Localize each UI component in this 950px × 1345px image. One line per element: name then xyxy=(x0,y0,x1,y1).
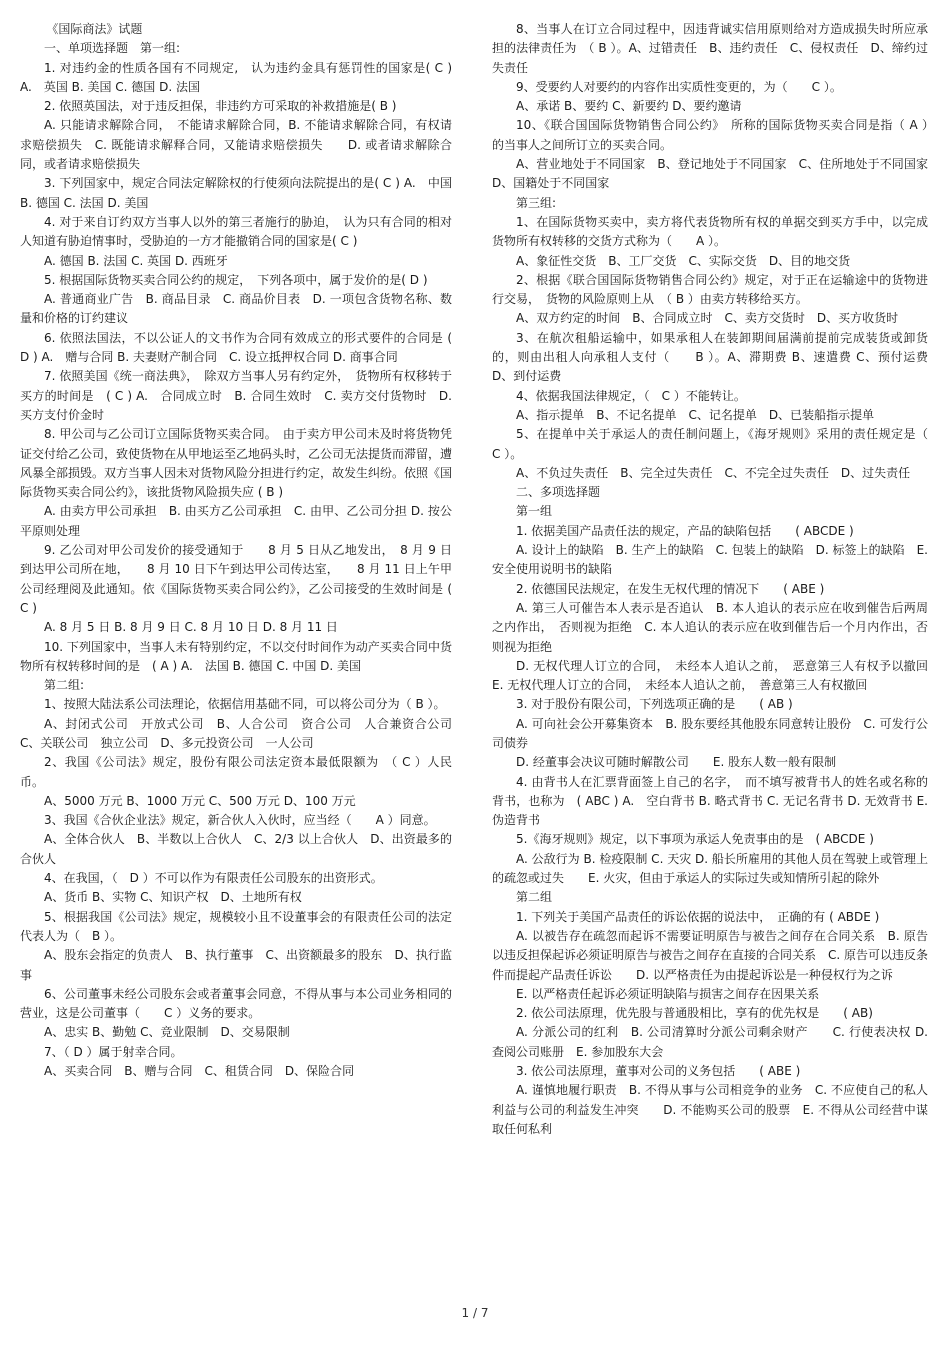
paragraph: D. 无权代理人订立的合同， 未经本人追认之前， 恶意第三人有权予以撤回 E. 无权代理人订立的合同， 未经本人追认之前， 善意第三人有权撤回 xyxy=(492,658,941,693)
paragraph: 3、我国《合伙企业法》规定，新合伙人入伙时，应当经（ A ）同意。 xyxy=(44,813,436,828)
paragraph: 10. 下列国家中，当事人未有特别约定，不以交付时间作为动产买卖合同中货物所有权转移时间的是 ( A ) A. 法国 B. 德国 C. 中国 D. 美国 xyxy=(20,639,452,673)
paragraph: 第二组 xyxy=(516,890,553,905)
paragraph: 1. 下列关于美国产品责任的诉讼依据的说法中， 正确的有 ( ABDE ) xyxy=(516,909,880,924)
paragraph: A、货币 B、实物 C、知识产权 D、土地所有权 xyxy=(44,890,302,905)
paragraph: E. 以严格责任起诉必须证明缺陷与损害之间存在因果关系 xyxy=(516,986,820,1001)
paragraph: 1. 依据美国产品责任法的规定，产品的缺陷包括 ( ABCDE ) xyxy=(516,523,854,538)
paragraph: A、5000 万元 B、1000 万元 C、500 万元 D、100 万元 xyxy=(44,793,356,808)
paragraph: 3. 依公司法原理，董事对公司的义务包括 ( ABE ) xyxy=(516,1064,801,1079)
paragraph: A. 普通商业广告 B. 商品目录 C. 商品价目表 D. 一项包含货物名称、数量和价格的订约建议 xyxy=(20,292,452,326)
paragraph: 5、在提单中关于承运人的责任制问题上，《海牙规则》采用的责任规定是（ C ）。 xyxy=(492,427,941,461)
paragraph: 2. 依公司法原理，优先股与普通股相比，享有的优先权是 ( AB) xyxy=(516,1006,873,1021)
paragraph: 4、依据我国法律规定，（ C ）不能转让。 xyxy=(516,388,746,403)
paragraph: A. 只能请求解除合同， 不能请求解除合同，B. 不能请求解除合同，有权请求赔偿损失 C. 既能请求解释合同，又能请求赔偿损失 D. 或者请求解除合同，或者请求赔偿损失 xyxy=(20,118,452,172)
paragraph: 1、按照大陆法系公司法理论，依据信用基础不同，可以将公司分为（ B ）。 xyxy=(44,697,446,712)
paragraph: A、买卖合同 B、赠与合同 C、租赁合同 D、保险合同 xyxy=(44,1064,355,1079)
paragraph: 2、我国《公司法》规定，股份有限公司法定资本最低限额为 （ C ）人民币。 xyxy=(20,755,452,789)
paragraph: A. 设计上的缺陷 B. 生产上的缺陷 C. 包装上的缺陷 D. 标签上的缺陷 E. 安全使用说明书的缺陷 xyxy=(492,543,928,577)
paragraph: 二、多项选择题 xyxy=(516,485,601,500)
paragraph: 第三组: xyxy=(516,195,557,210)
paragraph: A. 第三人可催告本人表示是否追认 B. 本人追认的表示应在收到催告后两周之内作出， 否则视为拒绝 C. 本人追认的表示应在收到催告后一个月内作出，否则视为拒绝 xyxy=(492,600,928,654)
paragraph: 《国际商法》试题 xyxy=(46,22,143,36)
paragraph: A、营业地处于不同国家 B、登记地处于不同国家 C、住所地处于不同国家 D、国籍处于不同国家 xyxy=(492,157,941,191)
paragraph: A. 8 月 5 日 B. 8 月 9 日 C. 8 月 10 日 D. 8 月 11 日 xyxy=(44,620,338,635)
paragraph: A. 分派公司的红利 B. 公司清算时分派公司剩余财产 C. 行使表决权 D. 查阅公司账册 E. 参加股东大会 xyxy=(492,1025,928,1059)
paragraph: 7、（ D ）属于射幸合同。 xyxy=(44,1044,183,1059)
paragraph: A、封闭式公司 开放式公司 B、人合公司 资合公司 人合兼资合公司 C、关联公司 独立公司 D、多元投资公司 一人公司 xyxy=(20,716,465,750)
paragraph: 4. 由背书人在汇票背面签上自己的名字， 而不填写被背书人的姓名或名称的背书，也称为 ( ABC ) A. 空白背书 B. 略式背书 C. 无记名背书 D. 无效背书 E. 伪造背书 xyxy=(492,774,928,828)
paragraph: 3、在航次租船运输中，如果承租人在装卸期间届满前提前完成装货或卸货的，则由出租人向承租人支付（ B ）。A、滞期费 B、速遣费 C、预付运费 D、到付运费 xyxy=(492,330,941,384)
paragraph: 第一组 xyxy=(516,504,553,519)
paragraph: 4、在我国，（ D ）不可以作为有限责任公司股东的出资形式。 xyxy=(44,871,383,886)
paragraph: 3. 下列国家中，规定合同法定解除权的行使须向法院提出的是( C ) A. 中国 B. 德国 C. 法国 D. 美国 xyxy=(20,176,452,210)
paragraph: 2、根据《联合国国际货物销售合同公约》规定，对于正在运输途中的货物进行交易， 货物的风险原则上从 （ B ）由卖方转移给买方。 xyxy=(492,272,928,307)
paragraph: 第二组: xyxy=(44,678,85,693)
paragraph: A、忠实 B、勤勉 C、竞业限制 D、交易限制 xyxy=(44,1025,290,1040)
paragraph: A. 可向社会公开募集资本 B. 股东要经其他股东同意转让股份 C. 可发行公司债券 xyxy=(492,716,928,750)
paragraph: 7. 依照美国《统一商法典》， 除双方当事人另有约定外， 货物所有权移转于买方的时间是 ( C ) A. 合同成立时 B. 合同生效时 C. 卖方交付货物时 D. 买方支付价金时 xyxy=(20,369,452,422)
paragraph: A、股东会指定的负责人 B、执行董事 C、出资额最多的股东 D、执行监事 xyxy=(20,948,452,982)
paragraph: 1. 对违约金的性质各国有不同规定, 认为违约金具有惩罚性的国家是( C ) A. 英国 B. 美国 C. 德国 D. 法国 xyxy=(20,60,452,94)
paragraph: 9. 乙公司对甲公司发价的接受通知于 8 月 5 日从乙地发出， 8 月 9 日到达甲公司所在地， 8 月 10 日下午到达甲公司传达室， 8 月 11 日上午甲公司经理阅及此通知。依《国际货物买卖合同公约》，乙公司接受的生效时间是 ( C ) xyxy=(20,543,452,615)
paragraph: 4. 对于来自订约双方当事人以外的第三者施行的胁迫， 认为只有合同的相对人知道有胁迫情事时，受胁迫的一方才能撤销合同的国家是( C ) xyxy=(20,214,452,249)
paragraph: 5.《海牙规则》规定，以下事项为承运人免责事由的是 ( ABCDE ) xyxy=(516,832,874,847)
paragraph: 2. 依照英国法，对于违反担保，非违约方可采取的补救措施是( B ) xyxy=(44,99,397,114)
paragraph: 6. 依照法国法，不以公证人的文书作为合同有效成立的形式要件的合同是 ( D ) A. 赠与合同 B. 夫妻财产制合同 C. 设立抵押权合同 D. 商事合同 xyxy=(20,330,452,365)
paragraph: 2. 依德国民法规定，在发生无权代理的情况下 ( ABE ) xyxy=(516,581,825,596)
paragraph: A、指示提单 B、不记名提单 C、记名提单 D、已装船指示提单 xyxy=(516,407,875,422)
paragraph: A. 以被告存在疏忽而起诉不需要证明原告与被告之间存在合同关系 B. 原告以违反担保起诉必须证明原告与被告之间存在直接的合同关系 C. 原告可以违反条件而提起产品责任诉讼 D. 以严格责任为由提起诉讼是一种侵权行为之诉 xyxy=(492,928,929,982)
paragraph: D. 经董事会决议可随时解散公司 E. 股东人数一般有限制 xyxy=(516,755,837,770)
paragraph: 5、根据我国《公司法》规定，规模较小且不设董事会的有限责任公司的法定代表人为（ B ）。 xyxy=(20,909,452,943)
paragraph: A、不负过失责任 B、完全过失责任 C、不完全过失责任 D、过失责任 xyxy=(516,465,911,480)
right-column xyxy=(492,20,941,1139)
paragraph: A、象征性交货 B、工厂交货 C、实际交货 D、目的地交货 xyxy=(516,253,851,268)
paragraph: 10、《联合国国际货物销售合同公约》 所称的国际货物买卖合同是指（ A ） 的当事人之间所订立的买卖合同。 xyxy=(492,118,941,152)
paragraph: A、双方约定的时间 B、合同成立时 C、卖方交货时 D、买方收货时 xyxy=(516,311,899,326)
paragraph: 8、当事人在订立合同过程中，因违背诚实信用原则给对方造成损失时所应承担的法律责任为 （ B ）。A、过错责任 B、违约责任 C、侵权责任 D、缔约过失责任 xyxy=(492,22,928,75)
paragraph: 6、公司董事未经公司股东会或者董事会同意，不得从事与本公司业务相同的营业，这是公司董事（ C ）义务的要求。 xyxy=(20,986,452,1021)
paragraph: 5. 根据国际货物买卖合同公约的规定， 下列各项中，属于发价的是( D ) xyxy=(44,272,428,287)
paragraph: A、全体合伙人 B、半数以上合伙人 C、2/3 以上合伙人 D、出资最多的合伙人 xyxy=(20,832,452,866)
paragraph: 9、受要约人对要约的内容作出实质性变更的，为（ C ）。 xyxy=(516,79,842,94)
paragraph: A、承诺 B、要约 C、新要约 D、要约邀请 xyxy=(516,99,742,114)
paragraph: A. 德国 B. 法国 C. 英国 D. 西班牙 xyxy=(44,253,228,268)
paragraph: 3. 对于股份有限公司，下列选项正确的是 ( AB ) xyxy=(516,697,793,712)
paragraph: A. 公敌行为 B. 检疫限制 C. 天灾 D. 船长所雇用的其他人员在驾驶上或管理上的疏忽或过失 E. 火灾，但由于承运人的实际过失或知情所引起的除外 xyxy=(492,851,928,886)
left-column xyxy=(20,20,465,1081)
paragraph: 一、单项选择题 第一组: xyxy=(44,41,181,56)
page-number: 1 / 7 xyxy=(461,1306,489,1320)
paragraph: A. 谨慎地履行职责 B. 不得从事与公司相竞争的业务 C. 不应使自己的私人利益与公司的利益发生冲突 D. 不能购买公司的股票 E. 不得从公司经营中谋取任何私利 xyxy=(492,1083,928,1136)
paragraph: 8. 甲公司与乙公司订立国际货物买卖合同。 由于卖方甲公司未及时将货物凭证交付给乙公司，致使货物在从甲地运至乙地码头时，乙公司无法提货而滞留，遭风暴全部损毁。双方当事人因未对货物风险分担进行约定，故发生纠纷。依照《国际货物买卖合同公约》，该批货物风险损失应 ( B ) xyxy=(20,427,453,500)
paragraph: 1、在国际货物买卖中，卖方将代表货物所有权的单据交到买方手中，以完成货物所有权转移的交货方式称为（ A ）。 xyxy=(492,214,928,249)
paragraph: A. 由卖方甲公司承担 B. 由买方乙公司承担 C. 由甲、乙公司分担 D. 按公平原则处理 xyxy=(20,504,452,538)
